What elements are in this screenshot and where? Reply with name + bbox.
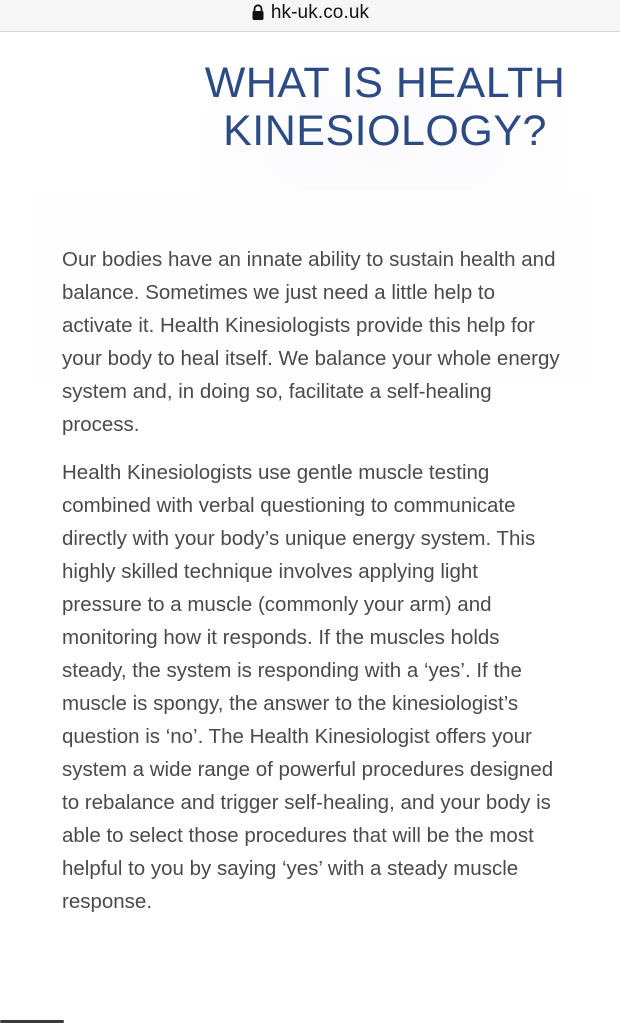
page-title: WHAT IS HEALTH KINESIOLOGY?	[204, 59, 566, 155]
address-bar-content[interactable]	[251, 2, 369, 24]
intro-paragraph: Our bodies have an innate ability to sustain health and balance. Sometimes we just need a little help to activate it. Health Kinesiologists provide this help for your body to heal itself. We balance your whole energy system and, in doing so, facilitate a self-healing process.	[62, 248, 560, 436]
lock-icon	[251, 4, 265, 21]
browser-address-bar[interactable]	[0, 0, 620, 32]
article-content	[62, 243, 562, 933]
muscle-testing-paragraph: Health Kinesiologists use gentle muscle testing combined with verbal questioning to communicate directly with your body’s unique energy system. This highly skilled technique involves applying light pressure to a muscle (commonly your arm) and monitoring how it responds. If the muscles holds steady, the system is responding with a ‘yes’. If the muscle is spongy, the answer to the kinesiologist’s question is ‘no’. The Health Kinesiologist offers your system a wide range of powerful procedures designed to rebalance and trigger self-healing, and your body is able to select those procedures that will be the most helpful to you by saying ‘yes’ with a steady muscle response.	[62, 461, 554, 913]
url-text[interactable]: hk-uk.co.uk	[270, 1, 370, 23]
